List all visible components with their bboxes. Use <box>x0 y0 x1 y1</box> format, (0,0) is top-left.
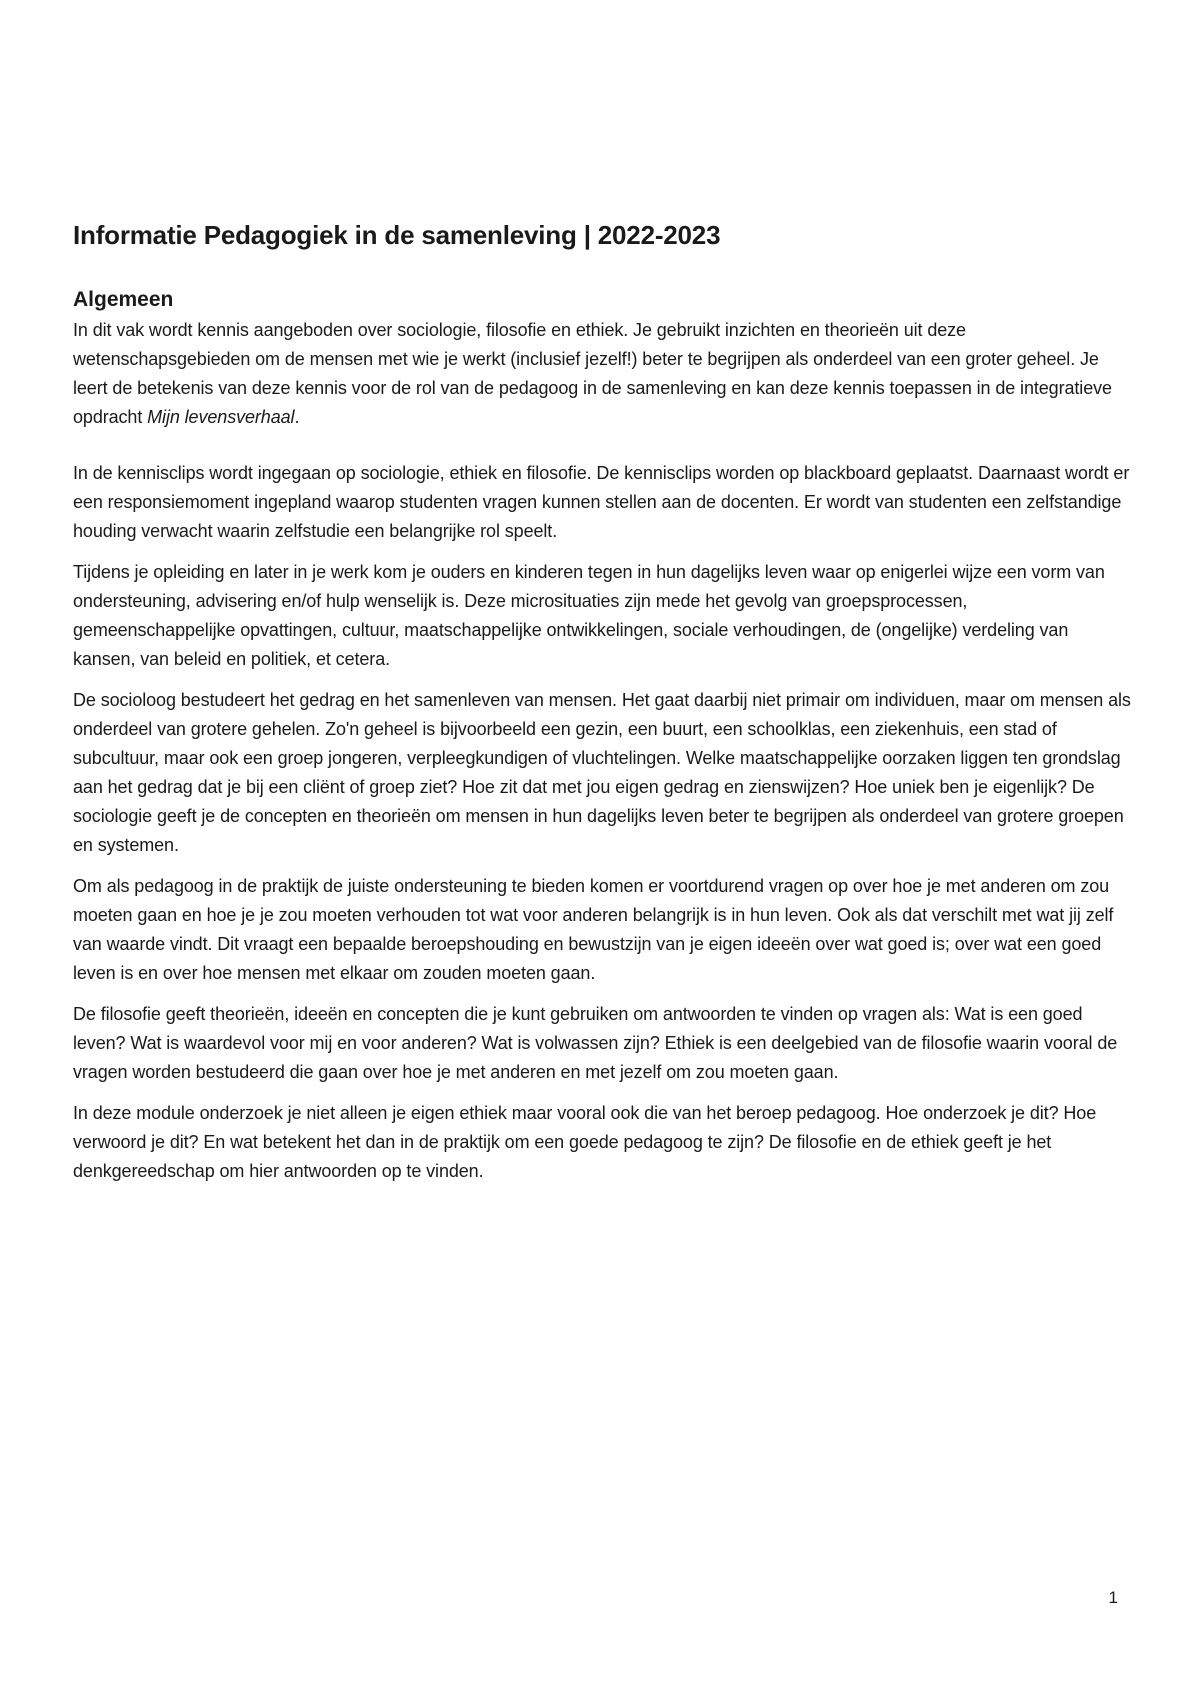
section-heading-algemeen: Algemeen <box>73 288 174 311</box>
paragraph-socioloog: De socioloog bestudeert het gedrag en het samenleven van mensen. Het gaat daarbij niet primair om individuen, maar om mensen als onderdeel van grotere gehelen. Zo'n geheel is bijvoorbeeld een gezin, een buurt, een schoolklas, een ziekenhuis, een stad of subcultuur, maar ook een groep jongeren, verpleegkundigen of vluchtelingen. Welke maatschappelijke oorzaken liggen ten grondslag aan het gedrag dat je bij een cliënt of groep ziet? Hoe zit dat met jou eigen gedrag en zienswijzen? Hoe uniek ben je eigenlijk? De sociologie geeft je de concepten en theorieën om mensen in hun dagelijks leven beter te begrijpen als onderdeel van grotere groepen en systemen. <box>73 690 1131 855</box>
page-content <box>73 218 1133 1186</box>
paragraph-microsituaties: Tijdens je opleiding en later in je werk kom je ouders en kinderen tegen in hun dagelijks leven waar op enigerlei wijze een vorm van ondersteuning, advisering en/of hulp wenselijk is. Deze microsituaties zijn mede het gevolg van groepsprocessen, gemeenschappelijke opvattingen, cultuur, maatschappelijke ontwikkelingen, sociale verhoudingen, de (ongelijke) verdeling van kansen, van beleid en politiek, et cetera. <box>73 562 1105 669</box>
intro-paragraph <box>73 316 1133 432</box>
paragraph-module: In deze module onderzoek je niet alleen je eigen ethiek maar vooral ook die van het beroep pedagoog. Hoe onderzoek je dit? Hoe verwoord je dit? En wat betekent het dan in de praktijk om een goede pedagoog te zijn? De filosofie en de ethiek geeft je het denkgereedschap om hier antwoorden op te vinden. <box>73 1103 1097 1181</box>
paragraph-filosofie: De filosofie geeft theorieën, ideeën en concepten die je kunt gebruiken om antwoorden te vinden op vragen als: Wat is een goed leven? Wat is waardevol voor mij en voor anderen? Wat is volwassen zijn? Ethiek is een deelgebied van de filosofie waarin vooral de vragen worden bestudeerd die gaan over hoe je met anderen en met jezelf om zou moeten gaan. <box>73 1004 1118 1082</box>
paragraph-ondersteuning: Om als pedagoog in de praktijk de juiste ondersteuning te bieden komen er voortdurend vragen op over hoe je met anderen om zou moeten gaan en hoe je je zou moeten verhouden tot wat voor anderen belangrijk is in hun leven. Ook als dat verschilt met wat jij zelf van waarde vindt. Dit vraagt een bepaalde beroepshouding en bewustzijn van je eigen ideeën over wat goed is; over wat een goed leven is en over hoe mensen met elkaar om zouden moeten gaan. <box>73 876 1114 983</box>
paragraph-kennisclips: In de kennisclips wordt ingegaan op sociologie, ethiek en filosofie. De kennisclips worden op blackboard geplaatst. Daarnaast wordt er een responsiemoment ingepland waarop studenten vragen kunnen stellen aan de docenten. Er wordt van studenten een zelfstandige houding verwacht waarin zelfstudie een belangrijke rol speelt. <box>73 463 1130 541</box>
intro-text-end: . <box>294 407 300 427</box>
document-title: Informatie Pedagogiek in de samenleving | 2022-2023 <box>73 220 721 250</box>
page-number: 1 <box>1108 1588 1118 1607</box>
assignment-title-italic: Mijn levensverhaal <box>147 407 295 427</box>
intro-text: In dit vak wordt kennis aangeboden over sociologie, filosofie en ethiek. Je gebruikt inzichten en theorieën uit deze wetenschapsgebieden om de mensen met wie je werkt (inclusief jezelf!) beter te begrijpen als onderdeel van een groter geheel. Je leert de betekenis van deze kennis voor de rol van de pedagoog in de samenleving en kan deze kennis toepassen in de integratieve opdracht <box>73 320 1112 427</box>
